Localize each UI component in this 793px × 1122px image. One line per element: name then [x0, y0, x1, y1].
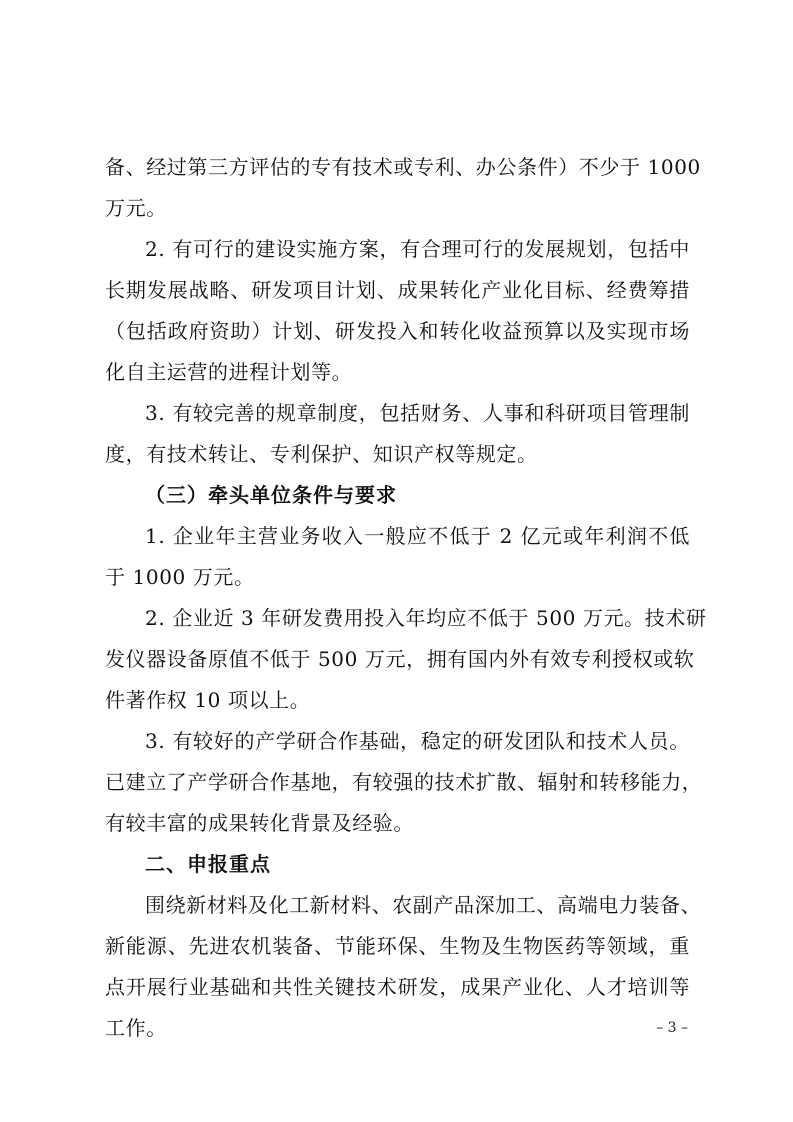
paragraph-line: 已建立了产学研合作基地，有较强的技术扩散、辐射和转移能力， [105, 770, 703, 794]
paragraph-line: 点开展行业基础和共性关键技术研发，成果产业化、人才培训等 [105, 975, 690, 999]
paragraph-line: 2. 有可行的建设实施方案，有合理可行的发展规划，包括中 [145, 237, 690, 261]
page-number: – 3 – [656, 1020, 688, 1036]
paragraph-line: 发仪器设备原值不低于 500 万元，拥有国内外有效专利授权或软 [105, 647, 695, 671]
paragraph-line: 2. 企业近 3 年研发费用投入年均应不低于 500 万元。技术研 [145, 606, 707, 630]
paragraph-line: 备、经过第三方评估的专有技术或专利、办公条件）不少于 1000 [105, 155, 701, 179]
paragraph-line: 万元。 [105, 196, 167, 220]
paragraph-line: 长期发展战略、研发项目计划、成果转化产业化目标、经费筹措 [105, 278, 690, 302]
paragraph-line: 工作。 [105, 1016, 167, 1040]
paragraph-line: 度，有技术转让、专利保护、知识产权等规定。 [105, 442, 538, 466]
paragraph-line: 3. 有较好的产学研合作基础，稳定的研发团队和技术人员。 [145, 729, 690, 753]
paragraph-line: 件著作权 10 项以上。 [105, 688, 311, 712]
section-heading: （三）牵头单位条件与要求 [145, 483, 397, 507]
section-heading: 二、申报重点 [145, 852, 271, 876]
paragraph-line: 化自主运营的进程计划等。 [105, 360, 353, 384]
paragraph-line: 于 1000 万元。 [105, 565, 255, 589]
paragraph-line: 1. 企业年主营业务收入一般应不低于 2 亿元或年利润不低 [145, 524, 690, 548]
paragraph-line: 围绕新材料及化工新材料、农副产品深加工、高端电力装备、 [145, 893, 702, 917]
paragraph-line: 有较丰富的成果转化背景及经验。 [105, 811, 414, 835]
paragraph-line: 新能源、先进农机装备、节能环保、生物及生物医药等领域，重 [105, 934, 690, 958]
paragraph-line: （包括政府资助）计划、研发投入和转化收益预算以及实现市场 [105, 319, 690, 343]
paragraph-line: 3. 有较完善的规章制度，包括财务、人事和科研项目管理制 [145, 401, 690, 425]
